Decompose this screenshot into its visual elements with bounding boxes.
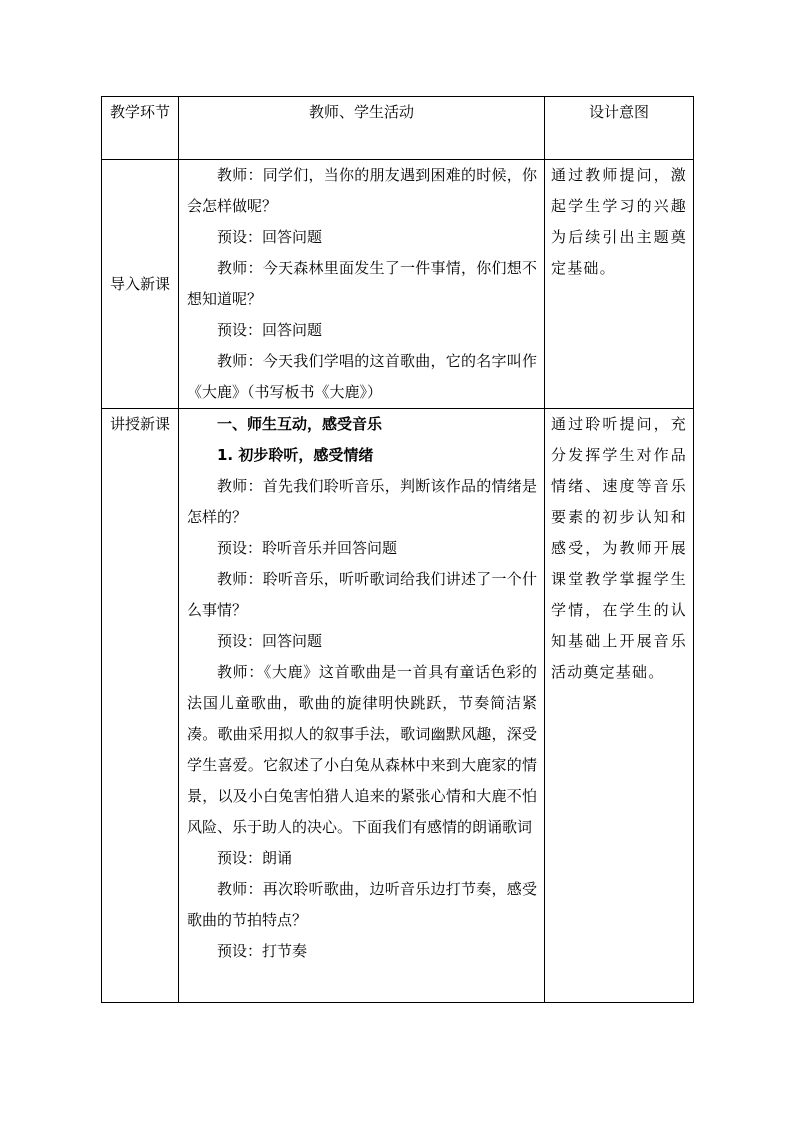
intent-cell [545, 409, 694, 1003]
intent-cell [545, 160, 694, 409]
activities-cell [179, 409, 545, 1003]
lesson-plan-table [101, 96, 694, 1003]
header-stage: 教学环节 [102, 97, 179, 160]
subsection-heading: 1. 初步聆听，感受情绪 [217, 446, 374, 464]
section-heading: 一、师生互动，感受音乐 [217, 415, 383, 433]
activity-paragraph: 教师：再次聆听歌曲，边听音乐边打节奏，感受歌曲的节拍特点？ [187, 880, 537, 929]
table-header-row [102, 97, 694, 160]
activity-paragraph: 教师：同学们，当你的朋友遇到困难的时候，你会怎样做呢？ [187, 166, 537, 215]
stage-cell: 讲授新课 [102, 409, 179, 1003]
activity-paragraph: 预设：聆听音乐并回答问题 [217, 539, 398, 557]
activity-paragraph: 预设：回答问题 [217, 321, 323, 339]
activity-paragraph: 预设：朗诵 [217, 849, 293, 867]
activity-paragraph: 预设：回答问题 [217, 228, 323, 246]
table-row [102, 160, 694, 409]
header-activities: 教师、学生活动 [179, 97, 545, 160]
activity-paragraph: 预设：打节奏 [217, 942, 308, 960]
header-intent: 设计意图 [545, 97, 694, 160]
activities-cell [179, 160, 545, 409]
activity-paragraph: 预设：回答问题 [217, 632, 323, 650]
activity-paragraph: 教师：今天我们学唱的这首歌曲，它的名字叫作《大鹿》（书写板书《大鹿》） [187, 352, 537, 401]
activity-paragraph: 教师：聆听音乐，听听歌词给我们讲述了一个什么事情？ [187, 570, 537, 619]
table-row [102, 409, 694, 1003]
stage-cell: 导入新课 [102, 160, 179, 409]
activity-paragraph: 教师：今天森林里面发生了一件事情，你们想不想知道呢？ [187, 259, 537, 308]
intent-text: 通过教师提问，激起学生学习的兴趣为后续引出主题奠定基础。 [551, 166, 687, 277]
intent-text: 通过聆听提问，充分发挥学生对作品情绪、速度等音乐要素的初步认知和感受，为教师开展课堂教学掌握学生学情，在学生的认知基础上开展音乐活动奠定基础。 [551, 415, 687, 681]
activity-paragraph: 教师：《大鹿》这首歌曲是一首具有童话色彩的法国儿童歌曲，歌曲的旋律明快跳跃，节奏简洁紧凑。歌曲采用拟人的叙事手法，歌词幽默风趣，深受学生喜爱。它叙述了小白兔从森林中来到大鹿家的情景，以及小白兔害怕猎人追来的紧张心情和大鹿不怕风险、乐于助人的决心。下面我们有感情的朗诵歌词 [187, 663, 537, 836]
activity-paragraph: 教师：首先我们聆听音乐，判断该作品的情绪是怎样的？ [187, 477, 537, 526]
